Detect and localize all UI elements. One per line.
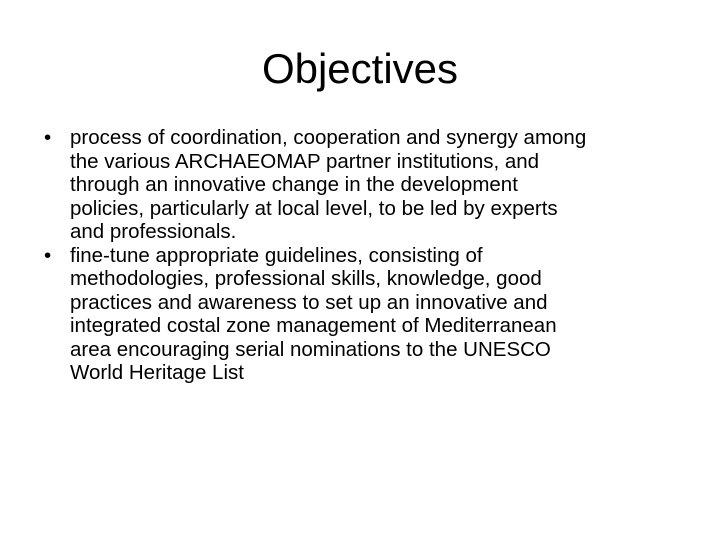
bullet-text-line: and professionals. xyxy=(70,220,237,243)
bullet-icon: • xyxy=(44,126,52,149)
bullet-item xyxy=(44,244,684,385)
bullet-list xyxy=(44,126,684,385)
bullet-icon: • xyxy=(44,243,52,267)
bullet-text-line: fine-tune appropriate guidelines, consisting of xyxy=(70,243,483,267)
bullet-text-line: the various ARCHAEOMAP partner institutions, and xyxy=(70,149,540,173)
bullet-item xyxy=(44,126,684,244)
bullet-text-line: practices and awareness to set up an innovative and xyxy=(70,290,548,314)
bullet-text-line: methodologies, professional skills, knowledge, good xyxy=(70,267,542,290)
slide-title: Objectives xyxy=(261,45,459,92)
bullet-text-line: World Heritage List xyxy=(70,361,244,384)
bullet-text-line: integrated costal zone management of Mediterranean xyxy=(70,314,557,337)
bullet-text-line: process of coordination, cooperation and synergy among xyxy=(70,126,587,149)
bullet-text-line: policies, particularly at local level, to be led by experts xyxy=(70,196,558,220)
bullet-text-line: area encouraging serial nominations to the UNESCO xyxy=(70,337,551,361)
bullet-text-line: through an innovative change in the development xyxy=(70,173,518,196)
